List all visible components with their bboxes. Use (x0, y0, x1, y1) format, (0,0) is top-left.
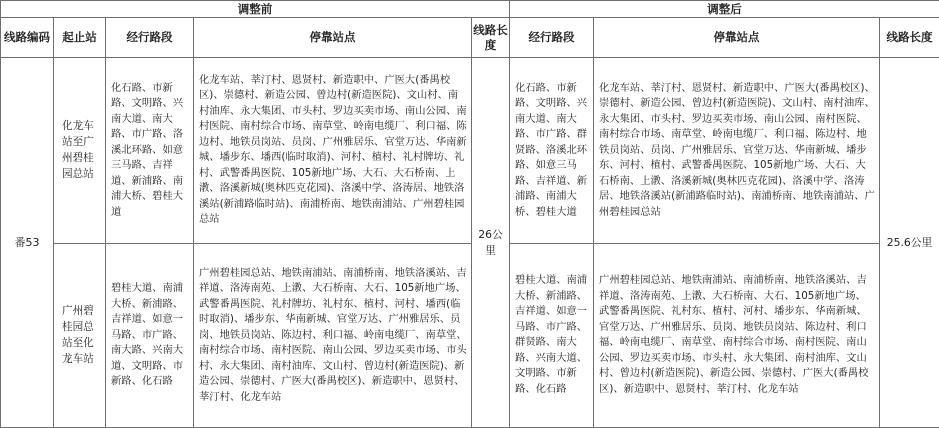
header-line-code: 线路编码 (1, 18, 54, 58)
stops-after-cell: 化龙车站、莘汀村、恩贤村、新造职中、广医大(番禺校区)、崇德村、新造公园、曾边村(新造医院)、文山村、南村油库、永大集团、市头村、罗边买卖市场、南山公园、南村医院、南村综合市场、南草堂、岭南电缆厂、利口福、陈边村、地铁员岗站、员岗、广州雅居乐、官堂万达、华南新城、墦步东、河村、植村、武警番禺医院、105新地广场、大石、大石桥南、上漖、洛溪新城(奥林匹克花园)、洛溪中学、洛涛居、地铁洛溪站(新浦路临时站)、南浦桥南、地铁南浦站、广州碧桂园总站 (594, 58, 880, 243)
direction-name: 化龙车站至广州碧桂园总站 (54, 58, 106, 243)
stops-before-cell: 广州碧桂园总站、地铁南浦站、南浦桥南、地铁洛溪站、吉祥道、洛涛南苑、上漖、大石桥南、大石、105新地广场、武警番禺医院、礼村牌坊、礼村东、植村、河村、墦西(临时取消)、墦步东、华南新城、官堂万达、广州雅居乐、员岗、地铁员岗站、陈边村、利口福、岭南电缆厂、南草堂、南村综合市场、南村医院、南山公园、罗边买卖市场、市头村、永大集团、南村油库、文山村、曾边村(新造医院)、新造公园、崇德村、广医大(番禺校区)、新造职中、恩贤村、莘汀村、化龙车站 (194, 243, 472, 427)
route-before-cell: 碧桂大道、南浦大桥、新浦路、吉祥道、如意一马路、市广路、南大路、兴南大道、文明路、市新路、化石路 (106, 243, 194, 427)
header-length-before: 线路长度 (472, 18, 510, 58)
route-before-cell: 化石路、市新路、文明路、兴南大道、南大路、市广路、洛溪北环路、如意三马路、吉祥道、新浦路、南浦大桥、碧桂大道 (106, 58, 194, 243)
length-after-cell: 25.6公里 (880, 58, 939, 428)
length-before-cell: 26公里 (472, 58, 510, 428)
header-route-before: 经行路段 (106, 18, 194, 58)
header-length-after: 线路长度 (880, 18, 939, 58)
header-after: 调整后 (510, 1, 939, 18)
header-stops-before: 停靠站点 (194, 18, 472, 58)
table-row (1, 58, 939, 243)
route-after-cell: 化石路、市新路、文明路、兴南大道、南大路、市广路、群贤路、洛溪北环路、如意三马路、吉祥道、新浦路、南浦大桥、碧桂大道 (510, 58, 594, 243)
header-before: 调整前 (1, 1, 510, 18)
route-after-cell: 碧桂大道、南浦大桥、新浦路、吉祥道、如意一马路、市广路、群贤路、南大路、兴南大道、文明路、市新路、化石路 (510, 243, 594, 427)
table-row (1, 243, 939, 427)
stops-after-cell: 广州碧桂园总站、地铁南浦站、南浦桥南、地铁洛溪站、吉祥道、洛涛南苑、上漖、大石桥南、大石、105新地广场、武警番禺医院、礼村东、植村、河村、墦步东、华南新城、官堂万达、广州雅居乐、员岗、地铁员岗站、陈边村、利口福、岭南电缆厂、南草堂、南村综合市场、南村医院、南山公园、罗边买卖市场、市头村、永大集团、南村油库、文山村、曾边村(新造医院)、新造公园、崇德村、广医大(番禺校区)、新造职中、恩贤村、莘汀村、化龙车站 (594, 243, 880, 427)
group-header-row (1, 1, 939, 18)
stops-before-cell: 化龙车站、莘汀村、恩贤村、新造职中、广医大(番禺校区)、崇德村、新造公园、曾边村(新造医院)、文山村、南村油库、永大集团、市头村、罗边买卖市场、南山公园、南村医院、南村综合市场、南草堂、岭南电缆厂、利口福、陈边村、地铁员岗站、员岗、广州雅居乐、官堂万达、华南新城、墦步东、墦西(临时取消)、河村、植村、礼村牌坊、礼村、武警番禺医院、105新地广场、大石、大石桥南、上漖、洛溪新城(奥林匹克花园)、洛溪中学、洛涛居、地铁洛溪站(新浦路临时站)、南浦桥南、地铁南浦站、广州碧桂园总站 (194, 58, 472, 243)
direction-name: 广州碧桂园总站至化龙车站 (54, 243, 106, 427)
line-code-cell: 番53 (1, 58, 54, 428)
header-route-after: 经行路段 (510, 18, 594, 58)
column-header-row (1, 18, 939, 58)
header-start-end: 起止站 (54, 18, 106, 58)
header-stops-after: 停靠站点 (594, 18, 880, 58)
